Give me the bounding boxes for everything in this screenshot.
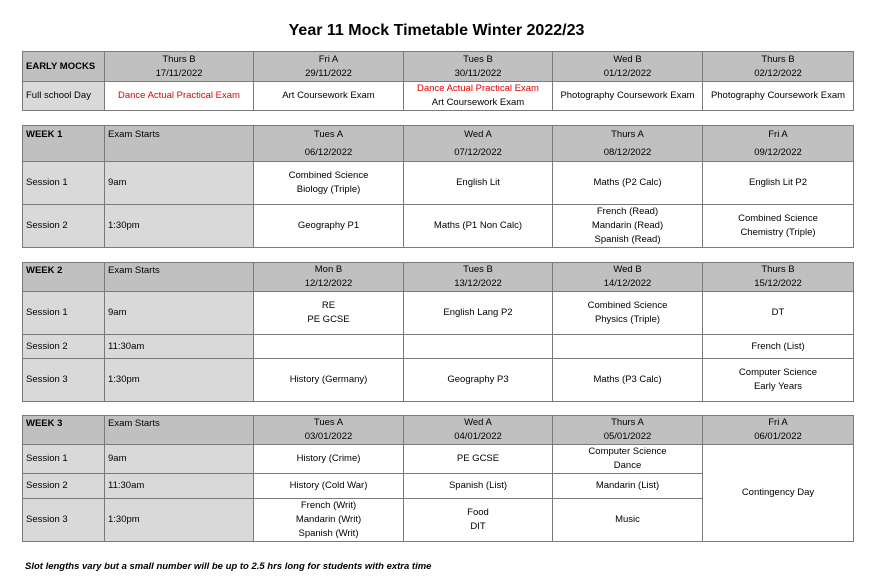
week-label: WEEK 3 <box>23 416 105 445</box>
exam-cell: French (Writ) Mandarin (Writ) Spanish (Writ) <box>254 499 404 542</box>
exam-cell: French (Read) Mandarin (Read) Spanish (Read) <box>553 205 703 248</box>
week-label: WEEK 1 <box>23 126 105 162</box>
day-header: Tues B 30/11/2022 <box>404 52 553 82</box>
exam-cell: Maths (P2 Calc) <box>553 162 703 205</box>
exam-cell: Maths (P1 Non Calc) <box>404 205 553 248</box>
exam-cell: DT <box>703 292 854 335</box>
session-time: 9am <box>105 162 254 205</box>
session-label: Session 2 <box>23 205 105 248</box>
day-header: Mon B 12/12/2022 <box>254 263 404 292</box>
exam-cell: Combined Science Physics (Triple) <box>553 292 703 335</box>
week-3-table <box>22 415 854 542</box>
row-label: Full school Day <box>23 82 105 111</box>
session-label: Session 1 <box>23 445 105 474</box>
week-2-table <box>22 262 854 402</box>
session-time: 1:30pm <box>105 499 254 542</box>
page-title: Year 11 Mock Timetable Winter 2022/23 <box>288 22 585 39</box>
exam-cell: History (Germany) <box>254 359 404 402</box>
session-label: Session 1 <box>23 162 105 205</box>
session-label: Session 3 <box>23 499 105 542</box>
day-header: Wed A 07/12/2022 <box>404 126 553 162</box>
session-time: 1:30pm <box>105 359 254 402</box>
exam-cell: Dance Actual Practical Exam Art Coursework Exam <box>404 82 553 111</box>
session-time: 9am <box>105 292 254 335</box>
exam-cell: English Lit <box>404 162 553 205</box>
early-mocks-label: EARLY MOCKS <box>23 52 105 82</box>
day-header: Wed B 14/12/2022 <box>553 263 703 292</box>
week-label: WEEK 2 <box>23 263 105 292</box>
exam-cell: Computer Science Dance <box>553 445 703 474</box>
exam-cell: Photography Coursework Exam <box>553 82 703 111</box>
session-time: 1:30pm <box>105 205 254 248</box>
exam-cell: RE PE GCSE <box>254 292 404 335</box>
day-header: Thurs A 05/01/2022 <box>553 416 703 445</box>
early-mocks-table <box>22 51 854 111</box>
day-header: Wed B 01/12/2022 <box>553 52 703 82</box>
exam-cell: Dance Actual Practical Exam <box>105 82 254 111</box>
exam-cell: Spanish (List) <box>404 474 553 499</box>
exam-cell: Art Coursework Exam <box>254 82 404 111</box>
day-header: Thurs B 17/11/2022 <box>105 52 254 82</box>
day-header: Fri A 06/01/2022 <box>703 416 854 445</box>
footnote: Slot lengths vary but a small number will be up to 2.5 hrs long for students with extra time <box>25 561 432 572</box>
week-1-table <box>22 125 854 248</box>
session-time: 9am <box>105 445 254 474</box>
exam-cell: English Lang P2 <box>404 292 553 335</box>
contingency-day-cell: Contingency Day <box>703 445 854 542</box>
day-header: Tues A 03/01/2022 <box>254 416 404 445</box>
exam-starts-label: Exam Starts <box>105 126 254 162</box>
exam-cell: Geography P1 <box>254 205 404 248</box>
exam-cell: Mandarin (List) <box>553 474 703 499</box>
exam-cell <box>553 335 703 359</box>
exam-cell: Combined Science Biology (Triple) <box>254 162 404 205</box>
exam-starts-label: Exam Starts <box>105 416 254 445</box>
session-label: Session 1 <box>23 292 105 335</box>
exam-cell <box>254 335 404 359</box>
day-header: Thurs A 08/12/2022 <box>553 126 703 162</box>
exam-cell: Music <box>553 499 703 542</box>
session-label: Session 2 <box>23 335 105 359</box>
exam-cell: History (Crime) <box>254 445 404 474</box>
day-header: Fri A 29/11/2022 <box>254 52 404 82</box>
day-header: Fri A 09/12/2022 <box>703 126 854 162</box>
day-header: Tues B 13/12/2022 <box>404 263 553 292</box>
exam-cell: Maths (P3 Calc) <box>553 359 703 402</box>
exam-cell: English Lit P2 <box>703 162 854 205</box>
exam-cell: Food DIT <box>404 499 553 542</box>
session-time: 11:30am <box>105 474 254 499</box>
exam-cell: PE GCSE <box>404 445 553 474</box>
exam-starts-label: Exam Starts <box>105 263 254 292</box>
day-header: Thurs B 15/12/2022 <box>703 263 854 292</box>
session-label: Session 2 <box>23 474 105 499</box>
exam-cell: Computer Science Early Years <box>703 359 854 402</box>
exam-cell: French (List) <box>703 335 854 359</box>
day-header: Tues A 06/12/2022 <box>254 126 404 162</box>
exam-cell: Photography Coursework Exam <box>703 82 854 111</box>
exam-cell: Geography P3 <box>404 359 553 402</box>
session-label: Session 3 <box>23 359 105 402</box>
day-header: Thurs B 02/12/2022 <box>703 52 854 82</box>
exam-cell: Combined Science Chemistry (Triple) <box>703 205 854 248</box>
exam-cell <box>404 335 553 359</box>
session-time: 11:30am <box>105 335 254 359</box>
day-header: Wed A 04/01/2022 <box>404 416 553 445</box>
exam-cell: History (Cold War) <box>254 474 404 499</box>
